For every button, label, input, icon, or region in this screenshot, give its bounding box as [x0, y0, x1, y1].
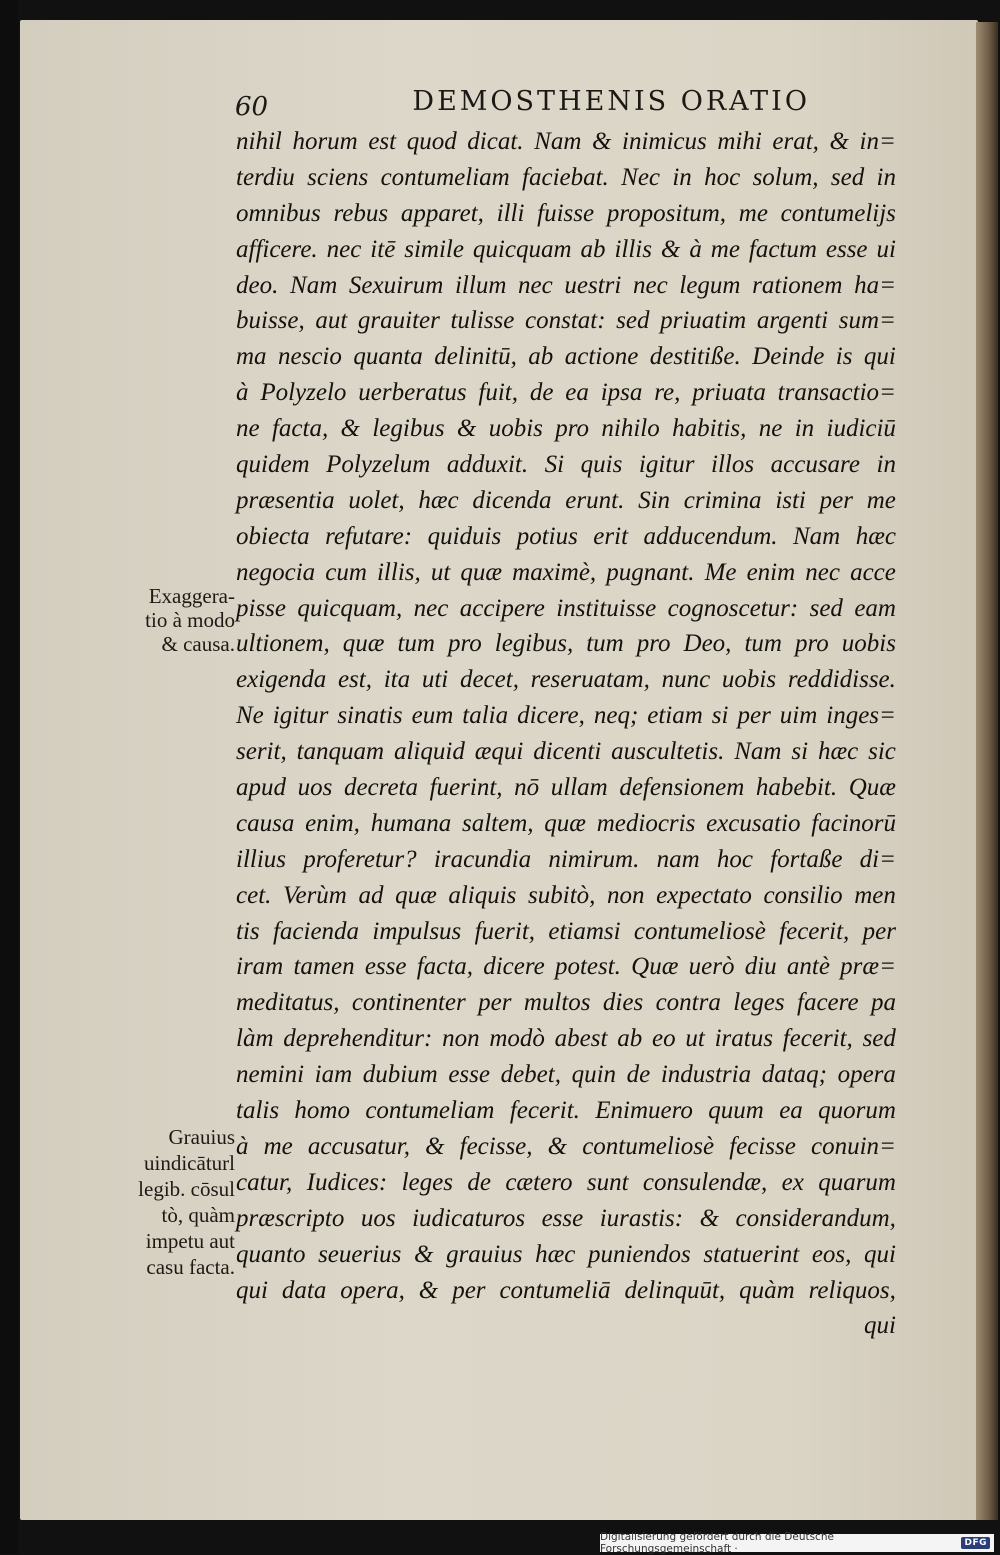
margin-note-line: & causa.: [161, 632, 235, 656]
text-line: nemini iam dubium esse debet, quin de industria dataq; opera: [236, 1061, 896, 1089]
page-header: [235, 86, 810, 122]
margin-note-line: legib. cōsul: [138, 1177, 235, 1201]
text-line: buisse, aut grauiter tulisse constat: sed priuatim argenti sum=: [236, 307, 896, 335]
text-line: obiecta refutare: quiduis potius erit adducendum. Nam hæc: [236, 522, 896, 550]
dfg-logo-icon: DFG: [961, 1537, 990, 1549]
margin-note-line: uindicāturl: [144, 1151, 235, 1175]
text-line: meditatus, continenter per multos dies contra leges facere pa: [236, 989, 896, 1017]
text-line: afficere. nec itē simile quicquam ab illis & à me factum esse ui: [236, 235, 896, 263]
text-line: catur, Iudices: leges de cætero sunt consulendæ, ex quarum: [236, 1168, 896, 1196]
text-line: deo. Nam Sexuirum illum nec uestri nec legum rationem ha=: [236, 271, 896, 299]
margin-note-line: Grauius: [168, 1125, 235, 1149]
text-line: præscripto uos iudicaturos esse iurastis: & considerandum,: [236, 1204, 896, 1232]
digitization-footer: [600, 1531, 994, 1555]
text-line: talis homo contumeliam fecerit. Enimuero quum ea quorum: [236, 1097, 896, 1125]
text-line: làm deprehenditur: non modò abest ab eo ut iratus fecerit, sed: [236, 1025, 896, 1053]
text-line: qui: [864, 1312, 896, 1340]
text-line: cet. Verùm ad quæ aliquis subitò, non expectato consilio men: [236, 881, 896, 909]
text-line: à me accusatur, & fecisse, & contumeliosè fecisse conuin=: [236, 1132, 896, 1160]
text-line: exigenda est, ita uti decet, reseruatam, nunc uobis reddidisse.: [236, 666, 896, 694]
text-line: ultionem, quæ tum pro legibus, tum pro Deo, tum pro uobis: [236, 630, 896, 658]
page-number: 60: [235, 92, 269, 122]
text-line: ne facta, & legibus & uobis pro nihilo habitis, ne in iudiciū: [236, 415, 896, 443]
page-edge: [976, 22, 998, 1520]
text-line: negocia cum illis, ut quæ maximè, pugnant. Me enim nec acce: [236, 558, 896, 586]
text-line: ma nescio quanta delinitū, ab actione destitiße. Deinde is qui: [236, 343, 896, 371]
running-title: DEMOSTHENIS ORATIO: [412, 86, 810, 117]
margin-note-grauius: [100, 1124, 235, 1280]
text-line: Ne igitur sinatis eum talia dicere, neq; etiam si per uim inges=: [236, 702, 896, 730]
margin-note-line: casu facta.: [146, 1255, 235, 1279]
text-line: à Polyzelo uerberatus fuit, de ea ipsa re, priuata transactio=: [236, 379, 896, 407]
text-line: serit, tanquam aliquid æqui dicenti auscultetis. Nam si hæc sic: [236, 738, 896, 766]
text-line: terdiu sciens contumeliam faciebat. Nec in hoc solum, sed in: [236, 163, 896, 191]
text-line: qui data opera, & per contumeliā delinquūt, quàm reliquos,: [236, 1276, 896, 1304]
margin-note-line: tio à modo: [145, 608, 235, 632]
text-line: præsentia uolet, hæc dicenda erunt. Sin crimina isti per me: [236, 486, 896, 514]
text-line: omnibus rebus apparet, illi fuisse propositum, me contumelijs: [236, 199, 896, 227]
text-line: pisse quicquam, nec accipere instituisse cognoscetur: sed eam: [236, 594, 896, 622]
text-line: illius proferetur? iracundia nimirum. nam hoc fortaße di=: [236, 845, 896, 873]
margin-note-line: impetu aut: [145, 1229, 235, 1253]
text-line: nihil horum est quod dicat. Nam & inimicus mihi erat, & in=: [236, 128, 896, 155]
scan-gutter: [0, 0, 18, 1554]
margin-note-line: tò, quàm: [161, 1203, 235, 1227]
text-line: causa enim, humana saltem, quæ mediocris excusatio facinorū: [236, 809, 896, 837]
text-line: quanto seuerius & grauius hæc puniendos statuerint eos, qui: [236, 1240, 896, 1268]
text-line: iram tamen esse facta, dicere potest. Quæ uerò diu antè præ=: [236, 953, 896, 981]
text-line: quidem Polyzelum adduxit. Si quis igitur illos accusare in: [236, 451, 896, 479]
footer-credit: Digitalisierung gefördert durch die Deutsche Forschungsgemeinschaft ·: [600, 1531, 834, 1555]
margin-note-line: Exaggera-: [148, 584, 235, 608]
text-line: tis facienda impulsus fuerit, etiamsi contumeliosè fecerit, per: [236, 917, 896, 945]
text-line: apud uos decreta fuerint, nō ullam defensionem habebit. Quæ: [236, 774, 896, 802]
margin-note-exaggeratio: [100, 584, 235, 656]
main-text-block: [236, 124, 896, 1344]
